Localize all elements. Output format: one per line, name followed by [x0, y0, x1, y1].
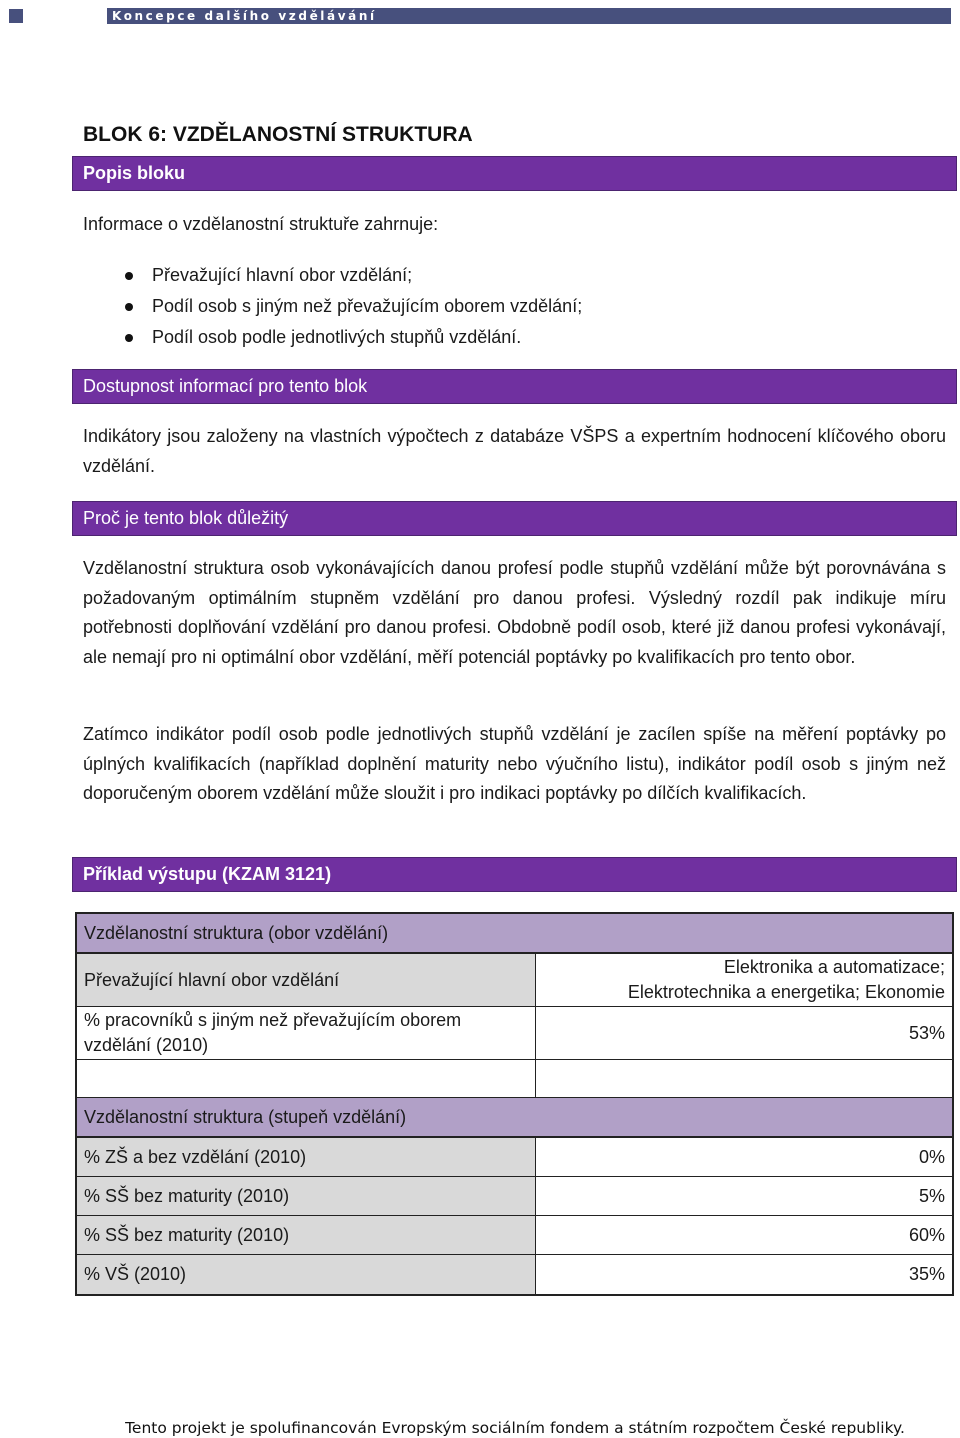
- row-label: Převažující hlavní obor vzdělání: [77, 954, 536, 1007]
- row-label: % SŠ bez maturity (2010): [77, 1216, 536, 1255]
- section-heading-proc: [72, 501, 957, 536]
- section-heading-priklad: [72, 857, 957, 892]
- section-heading-dostupnost-label: Dostupnost informací pro tento blok: [83, 376, 368, 396]
- row-value: 60%: [536, 1216, 952, 1255]
- row-value: 53%: [536, 1007, 952, 1060]
- table-row: [77, 954, 952, 1007]
- section-heading-dostupnost: [72, 369, 957, 404]
- table-heading-obor: Vzdělanostní struktura (obor vzdělání): [77, 914, 952, 954]
- section-heading-proc-label: Proč je tento blok důležitý: [83, 508, 289, 528]
- proc-paragraph-1: Vzdělanostní struktura osob vykonávajících danou profesí podle stupňů vzdělání může být porovnávána s požadovaným optimálním stupněm vzdělání pro danou profesi. Výsledný rozdíl pak indikuje míru potřebnosti doplňování vzdělání pro danou profesi. Obdobně podíl osob, které již danou profesi vykonávají, ale nemají pro ni optimální obor vzdělání, měří potenciál poptávky po kvalifikacích pro tento obor.: [83, 558, 946, 667]
- page-footer: Tento projekt je spolufinancován Evropským sociálním fondem a státním rozpočtem České republiky.: [125, 1419, 905, 1437]
- list-item: Převažující hlavní obor vzdělání;: [123, 260, 582, 291]
- table-row: [77, 1007, 952, 1060]
- row-value-empty: [536, 1060, 952, 1098]
- table-row: [77, 1216, 952, 1255]
- row-label-empty: [77, 1060, 536, 1098]
- series-title: Koncepce dalšího vzdělávání: [112, 9, 377, 23]
- row-value: 35%: [536, 1255, 952, 1294]
- popis-intro: Informace o vzdělanostní struktuře zahrnuje:: [83, 214, 439, 234]
- section-heading-popis: [72, 156, 957, 191]
- section-heading-popis-label: Popis bloku: [83, 163, 186, 183]
- bullet-icon: [125, 272, 133, 280]
- row-label: % SŠ bez maturity (2010): [77, 1177, 536, 1216]
- section-heading-priklad-label: Příklad výstupu (KZAM 3121): [83, 864, 332, 884]
- table-row: [77, 1098, 952, 1138]
- table-heading-stupen: Vzdělanostní struktura (stupeň vzdělání): [77, 1098, 952, 1138]
- dostupnost-text: Indikátory jsou založeny na vlastních výpočtech z databáze VŠPS a expertním hodnocení klíčového oboru vzdělání.: [83, 426, 946, 476]
- list-item: Podíl osob s jiným než převažujícím oborem vzdělání;: [123, 291, 582, 322]
- bullet-icon: [125, 334, 133, 342]
- table-row: [77, 914, 952, 954]
- table-row: [77, 1138, 952, 1177]
- row-label: % ZŠ a bez vzdělání (2010): [77, 1138, 536, 1177]
- table-row: [77, 1177, 952, 1216]
- table-row: [77, 1060, 952, 1098]
- row-value: 0%: [536, 1138, 952, 1177]
- table-row: [77, 1255, 952, 1294]
- row-value: 5%: [536, 1177, 952, 1216]
- row-label: % VŠ (2010): [77, 1255, 536, 1294]
- popis-list: [123, 260, 582, 353]
- proc-paragraph-2: Zatímco indikátor podíl osob podle jednotlivých stupňů vzdělání je zacílen spíše na měření poptávky po úplných kvalifikacích (například doplnění maturity nebo výučního listu), indikátor podíl osob s jiným než doporučeným oborem vzdělání může sloužit i pro indikaci poptávky po dílčích kvalifikacích.: [83, 724, 946, 803]
- block-title: BLOK 6: VZDĚLANOSTNÍ STRUKTURA: [83, 123, 473, 146]
- header-bar: [107, 8, 951, 24]
- row-value: Elektronika a automatizace; Elektrotechnika a energetika; Ekonomie: [536, 954, 952, 1007]
- education-structure-table: [75, 912, 954, 1296]
- header-square-mark: [9, 9, 23, 23]
- list-item: Podíl osob podle jednotlivých stupňů vzdělání.: [123, 322, 582, 353]
- bullet-icon: [125, 303, 133, 311]
- row-label: % pracovníků s jiným než převažujícím oborem vzdělání (2010): [77, 1007, 536, 1060]
